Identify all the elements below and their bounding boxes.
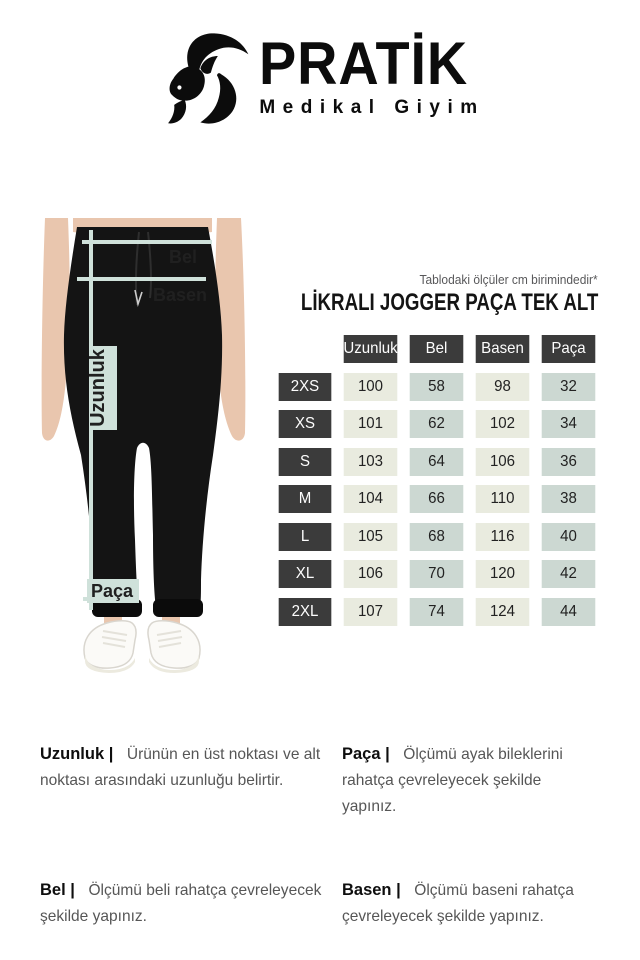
size-label: S xyxy=(279,448,332,476)
definition-text: Ölçümü ayak bileklerini rahatça çevreleyecek şekilde yapınız. xyxy=(342,746,563,815)
definition-basen xyxy=(342,877,592,930)
size-label: 2XS xyxy=(279,373,332,401)
table-cell: 62 xyxy=(410,410,464,438)
bel-label: Bel xyxy=(168,247,197,267)
table-cell: 110 xyxy=(476,485,530,513)
brand-text xyxy=(259,30,485,119)
table-cell: 103 xyxy=(344,448,398,476)
table-cell: 66 xyxy=(410,485,464,513)
definition-paca xyxy=(342,741,592,820)
table-cell: 34 xyxy=(542,410,596,438)
definition-text: Ürünün en üst noktası ve alt noktası arasındaki uzunluğu belirtir. xyxy=(40,746,321,789)
size-label: M xyxy=(279,485,332,513)
brand-name: PRATİK xyxy=(259,30,469,97)
table-cell: 38 xyxy=(542,485,596,513)
table-cell: 124 xyxy=(476,598,530,626)
table-cell: 98 xyxy=(476,373,530,401)
column-header-paca: Paça xyxy=(542,335,596,363)
measurement-definitions xyxy=(40,741,600,930)
definition-text: Ölçümü beli rahatça çevreleyecek şekilde yapınız. xyxy=(40,882,322,925)
column-header-basen: Basen xyxy=(476,335,530,363)
table-cell: 106 xyxy=(344,560,398,588)
definition-term: Paça | xyxy=(342,744,390,763)
measurement-diagram xyxy=(25,210,260,680)
table-cell: 64 xyxy=(410,448,464,476)
table-cell: 106 xyxy=(476,448,530,476)
size-label: XS xyxy=(279,410,332,438)
size-label: L xyxy=(279,523,332,551)
table-cell: 42 xyxy=(542,560,596,588)
column-header-bel: Bel xyxy=(410,335,464,363)
brand-logo xyxy=(0,26,640,128)
table-cell: 101 xyxy=(344,410,398,438)
table-cell: 102 xyxy=(476,410,530,438)
table-cell: 32 xyxy=(542,373,596,401)
table-cell: 107 xyxy=(344,598,398,626)
table-cell: 120 xyxy=(476,560,530,588)
table-cell: 105 xyxy=(344,523,398,551)
table-cell: 74 xyxy=(410,598,464,626)
size-label: XL xyxy=(279,560,332,588)
paca-label: Paça xyxy=(91,581,134,601)
definition-term: Basen | xyxy=(342,880,401,899)
uzunluk-label: Uzunluk xyxy=(87,349,109,427)
basen-label: Basen xyxy=(152,285,207,305)
table-corner-spacer xyxy=(279,335,332,363)
brand-tagline: Medikal Giyim xyxy=(259,97,485,118)
size-label: 2XL xyxy=(279,598,332,626)
table-cell: 36 xyxy=(542,448,596,476)
definition-term: Bel | xyxy=(40,880,75,899)
sneakers xyxy=(84,621,200,673)
definition-bel xyxy=(40,877,333,930)
table-cell: 40 xyxy=(542,523,596,551)
definition-term: Uzunluk | xyxy=(40,744,114,763)
units-note: Tablodaki ölçüler cm birimindedir* xyxy=(419,272,598,287)
table-cell: 116 xyxy=(476,523,530,551)
page-title: LİKRALI JOGGER PAÇA TEK ALT xyxy=(300,289,598,316)
table-cell: 44 xyxy=(542,598,596,626)
goat-ibex-icon xyxy=(155,26,251,128)
size-table xyxy=(277,335,597,626)
definition-uzunluk xyxy=(40,741,333,820)
table-cell: 58 xyxy=(410,373,464,401)
definition-text: Ölçümü baseni rahatça çevreleyecek şekilde yapınız. xyxy=(342,882,574,925)
table-cell: 100 xyxy=(344,373,398,401)
column-header-uzunluk: Uzunluk xyxy=(344,335,398,363)
table-cell: 70 xyxy=(410,560,464,588)
table-cell: 104 xyxy=(344,485,398,513)
table-cell: 68 xyxy=(410,523,464,551)
